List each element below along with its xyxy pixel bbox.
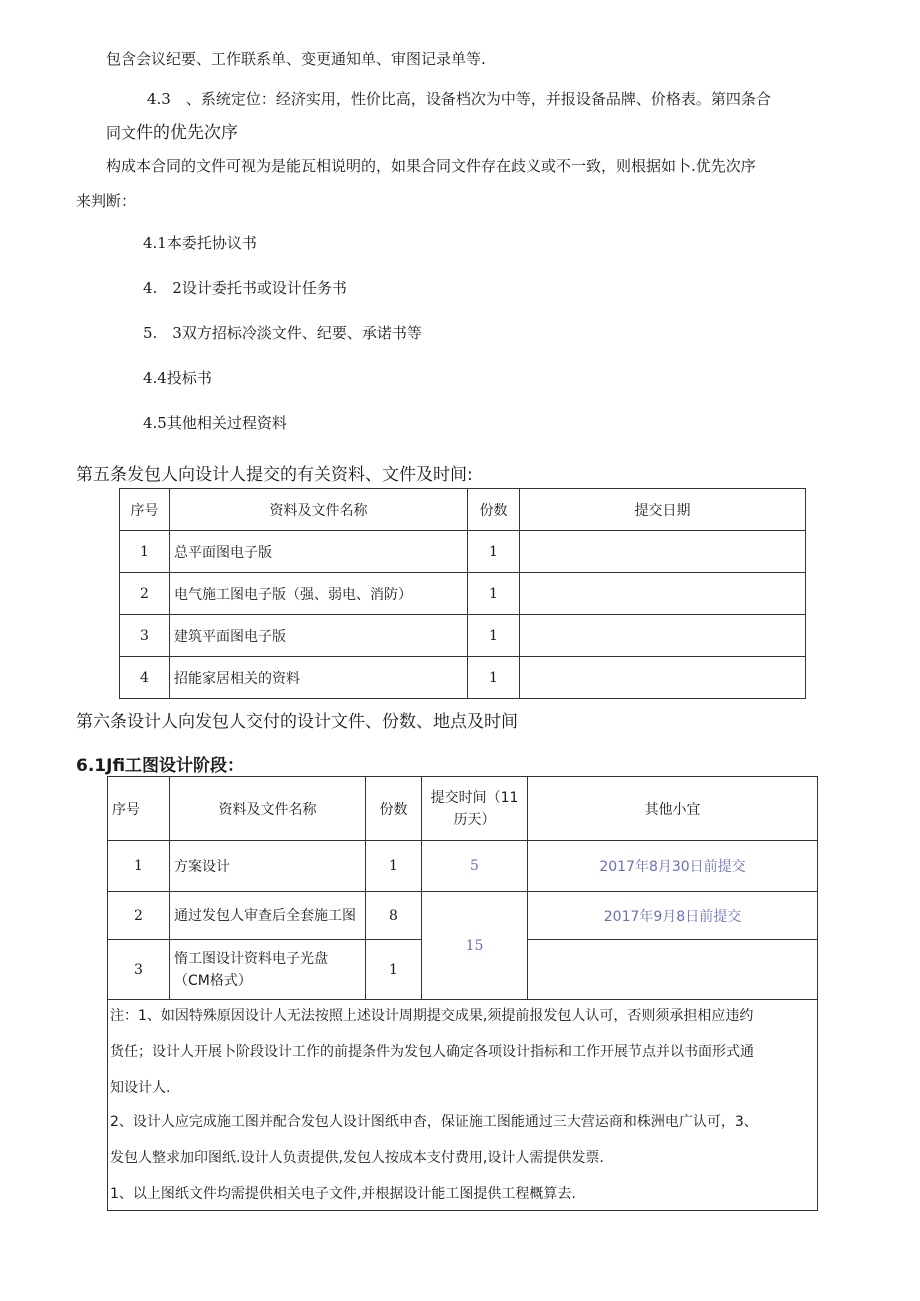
note-line: 1、以上图纸文件均需提供相关电子文件,并根据设计能工图提供工程概算去. bbox=[110, 1186, 576, 1202]
header-cell: 其他小宜 bbox=[528, 777, 818, 841]
row-name: 电气施工图电子版（强、弱电、消防） bbox=[170, 573, 468, 615]
section6-subtitle: 6.1Jfi工图设计阶段： bbox=[76, 756, 245, 776]
table-row bbox=[120, 615, 806, 657]
intro-line-4: 来判断： bbox=[76, 192, 137, 210]
row-count: 1 bbox=[468, 615, 520, 657]
section6-title: 第六条设计人向发包人交付的设计文件、份数、地点及时间 bbox=[76, 712, 518, 732]
row-no: 3 bbox=[120, 615, 170, 657]
notes-row bbox=[108, 1000, 818, 1211]
priority-item: 4.1本委托协议书 bbox=[143, 234, 257, 252]
header-cell: 序号 bbox=[108, 777, 170, 841]
priority-item: 4.4投标书 bbox=[143, 369, 212, 387]
header-cell: 份数 bbox=[366, 777, 422, 841]
priority-item: 4.5其他相关过程资料 bbox=[143, 414, 287, 432]
row-date bbox=[520, 615, 806, 657]
intro-line-1: 包含会议纪要、工作联系单、变更通知单、审图记录单等. bbox=[106, 50, 486, 68]
header-cell: 资料及文件名称 bbox=[170, 489, 468, 531]
row-name: 招能家居相关的资料 bbox=[170, 657, 468, 699]
section5-title: 第五条发包人向设计人提交的有关资料、文件及时间: bbox=[76, 465, 473, 485]
row-count: 1 bbox=[366, 940, 422, 1000]
note-line: 2、设计人应完成施工图并配合发包人设计图纸申杳，保证施工图能通过三大营运商和株洲电广认可，3、 bbox=[110, 1114, 758, 1130]
row-count: 1 bbox=[366, 841, 422, 892]
row-count: 1 bbox=[468, 657, 520, 699]
table-row bbox=[120, 657, 806, 699]
row-count: 1 bbox=[468, 573, 520, 615]
row-name: 通过发包人审查后全套施工图 bbox=[170, 892, 366, 940]
note-line: 知设计人. bbox=[110, 1080, 171, 1096]
row-other: 2017年9月8日前提交 bbox=[528, 892, 818, 940]
intro-line-2a: 4.3 、系统定位：经济实用，性价比高，设备档次为中等，并报设备品牌、价格表。第四条合 bbox=[147, 90, 771, 108]
section5-table bbox=[119, 488, 806, 699]
row-date bbox=[520, 657, 806, 699]
row-no: 1 bbox=[120, 531, 170, 573]
row-name: 方案设计 bbox=[170, 841, 366, 892]
row-count: 1 bbox=[468, 531, 520, 573]
header-cell: 序号 bbox=[120, 489, 170, 531]
row-date bbox=[520, 531, 806, 573]
row-no: 2 bbox=[108, 892, 170, 940]
table-row bbox=[108, 841, 818, 892]
row-name: 建筑平面图电子版 bbox=[170, 615, 468, 657]
row-time: 15 bbox=[422, 892, 528, 1000]
header-cell: 提交时间（11历天） bbox=[422, 777, 528, 841]
table-header-row bbox=[108, 777, 818, 841]
table-header-row bbox=[120, 489, 806, 531]
intro-line-2b-prefix: 同文 bbox=[106, 124, 137, 142]
note-line: 发包人整求加印图纸.设计人负责提供,发包人按成本支付费用,设计人需提供发票. bbox=[110, 1150, 604, 1166]
row-no: 2 bbox=[120, 573, 170, 615]
note-line: 货任；设计人开展卜阶段设计工作的前提条件为发包人确定各项设计指标和工作开展节点并以书面形式通 bbox=[110, 1044, 754, 1060]
table-row bbox=[120, 531, 806, 573]
header-cell: 资料及文件名称 bbox=[170, 777, 366, 841]
row-no: 3 bbox=[108, 940, 170, 1000]
table-row bbox=[108, 892, 818, 940]
header-cell: 提交日期 bbox=[520, 489, 806, 531]
header-cell: 份数 bbox=[468, 489, 520, 531]
priority-heading: 件的优先次序 bbox=[136, 123, 239, 143]
intro-line-3: 构成本合同的文件可视为是能瓦相说明的，如果合同文件存在歧义或不一致，则根据如卜.优先次序 bbox=[106, 157, 756, 175]
row-name: 总平面图电子版 bbox=[170, 531, 468, 573]
notes-cell bbox=[108, 1000, 818, 1211]
intro-line-2b bbox=[106, 118, 238, 143]
row-no: 1 bbox=[108, 841, 170, 892]
row-other: 2017年8月30日前提交 bbox=[528, 841, 818, 892]
priority-item: 4. 2设计委托书或设计任务书 bbox=[143, 279, 347, 297]
row-date bbox=[520, 573, 806, 615]
row-name: 惰工图设计资料电子光盘（CM格式） bbox=[170, 940, 366, 1000]
row-count: 8 bbox=[366, 892, 422, 940]
note-line: 注：1、如因特殊原因设计人无法按照上述设计周期提交成果,须提前报发包人认可，否则须承担相应违约 bbox=[110, 1008, 754, 1024]
row-other bbox=[528, 940, 818, 1000]
row-no: 4 bbox=[120, 657, 170, 699]
section6-table bbox=[107, 776, 818, 1211]
table-row bbox=[120, 573, 806, 615]
priority-item: 5. 3双方招标冷淡文件、纪要、承诺书等 bbox=[143, 324, 422, 342]
row-time: 5 bbox=[422, 841, 528, 892]
